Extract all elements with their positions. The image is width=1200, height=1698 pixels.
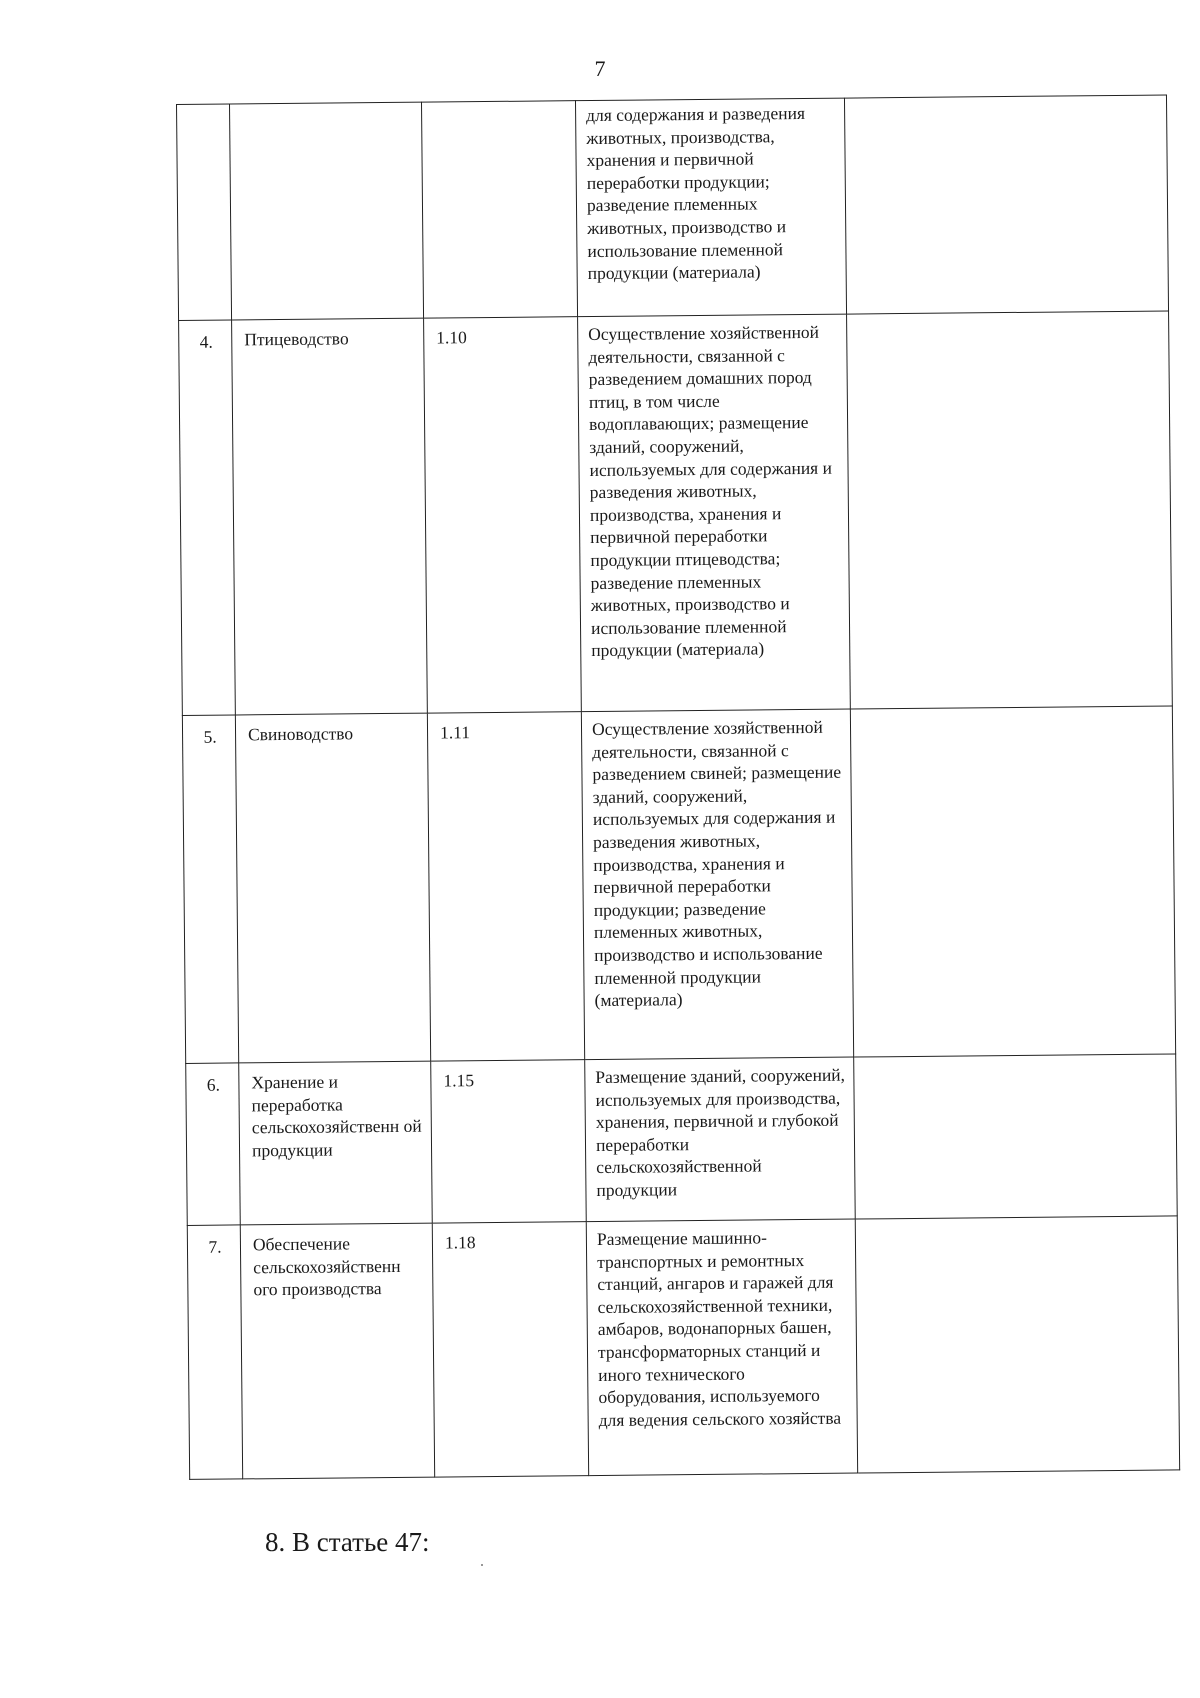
use-type-name: Обеспечение сельскохозяйственн ого производства <box>240 1223 434 1479</box>
table-row <box>177 95 1169 320</box>
notes-cell <box>844 95 1168 314</box>
use-type-name <box>230 102 424 320</box>
use-type-description: Осуществление хозяйственной деятельности, связанной с разведением домашних пород птиц, в том числе водоплавающих; размещение зданий, сооружений, используемых для содержания и разведения животных, производства, хранения и первичной переработки продукции птицеводства; разведение племенных животных, производство и использование племенной продукции (материала) <box>578 314 851 712</box>
use-type-description: для содержания и разведения животных, производства, хранения и первичной переработки продукции; разведение племенных животных, производство и использование племенной продукции (материала) <box>575 98 846 317</box>
land-use-table <box>176 94 1180 1479</box>
use-type-code: 1.10 <box>424 317 582 713</box>
row-number: 4. <box>179 320 236 715</box>
use-type-description: Размещение машинно-транспортных и ремонтных станций, ангаров и гаражей для сельскохозяйственной техники, амбаров, водонапорных башен, трансформаторных станций и иного технического оборудования, используемого для ведения сельского хозяйства <box>586 1219 857 1476</box>
use-type-description: Размещение зданий, сооружений, используемых для производства, хранения, первичной и глубокой переработки сельскохозяйственной продукции <box>585 1057 856 1222</box>
page-number: 7 <box>594 56 606 81</box>
use-type-name: Птицеводство <box>232 318 428 715</box>
table-row <box>182 706 1175 1063</box>
row-number: 7. <box>187 1225 242 1479</box>
use-type-code: 1.18 <box>432 1222 588 1477</box>
scan-speck <box>481 1564 483 1566</box>
notes-cell <box>850 706 1175 1057</box>
notes-cell <box>855 1216 1179 1473</box>
use-type-name: Хранение и переработка сельскохозяйственн ой продукции <box>239 1061 433 1225</box>
table-row <box>186 1054 1178 1225</box>
use-type-code <box>421 101 577 318</box>
table-row <box>187 1216 1179 1479</box>
use-type-description: Осуществление хозяйственной деятельности, связанной с разведением свиней; размещение зданий, сооружений, используемых для содержания и разведения животных, производства, хранения и первичной переработки продукции; разведение племенных животных, производство и использование племенной продукции (материала) <box>581 709 853 1060</box>
use-type-code: 1.11 <box>427 712 584 1061</box>
table-row <box>179 311 1173 715</box>
notes-cell <box>854 1054 1178 1219</box>
use-type-code: 1.15 <box>431 1060 587 1223</box>
row-number: 6. <box>186 1063 241 1226</box>
row-number: 5. <box>182 715 238 1063</box>
use-type-name: Свиноводство <box>235 713 430 1063</box>
notes-cell <box>847 311 1173 709</box>
row-number <box>177 104 232 320</box>
section-heading: 8. В статье 47: <box>265 1527 430 1557</box>
